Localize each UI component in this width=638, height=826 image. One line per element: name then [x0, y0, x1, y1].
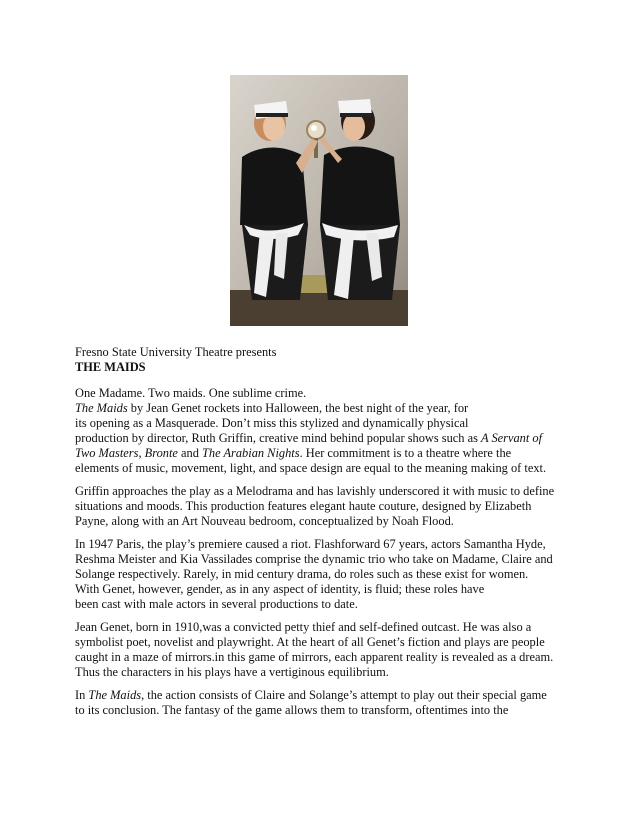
presenter-line: Fresno State University Theatre presents — [75, 345, 277, 359]
paragraph-griffin: Griffin approaches the play as a Melodrama and has lavishly underscored it with music to define situations and moods. This production features elegant haute couture, designed by Elizabeth Payne, along with an Art Nouveau bedroom, conceptualized by Noah Flood. — [75, 484, 555, 528]
paragraph-action: In The Maids, the action consists of Claire and Solange’s attempt to play out their special game to its conclusion. The fantasy of the game allows them to transform, oftentimes into the — [75, 688, 547, 717]
play-title: THE MAIDS — [75, 360, 146, 374]
paragraph-genet: Jean Genet, born in 1910,was a convicted petty thief and self-defined outcast. He was also a symbolist poet, novelist and playwright. At the heart of all Genet’s fiction and plays are people caught in a maze of mirrors.in this game of mirrors, each apparent reality is revealed as a dream. Thus the characters in his plays have a vertiginous equilibrium. — [75, 620, 554, 679]
photo-illustration — [230, 75, 408, 326]
paragraph-intro: The Maids by Jean Genet rockets into Halloween, the best night of the year, for its opening as a Masquerade. Don’t miss this stylized and dynamically physical production by director, Ruth Griffin, creative mind behind popular shows such as A Servant of Two Masters, Bronte and The Arabian Nights. Her commitment is to a theatre where the elements of music, movement, light, and space design are equal to the meaning making of text. — [75, 401, 547, 475]
play-title-italic: The Maids — [75, 401, 128, 415]
production-photo — [230, 75, 408, 326]
paragraph-history: In 1947 Paris, the play’s premiere caused a riot. Flashforward 67 years, actors Samantha Hyde, Reshma Meister and Kia Vassilades comprise the dynamic trio who take on Madame, Claire and Solange respectively. Rarely, in mid century drama, do roles such as these exist for women. With Genet, however, gender, as in any aspect of identity, is fluid; these roles have been cast with male actors in several productions to date. — [75, 537, 553, 611]
tagline: One Madame. Two maids. One sublime crime. — [75, 386, 307, 400]
article-text — [75, 345, 575, 718]
